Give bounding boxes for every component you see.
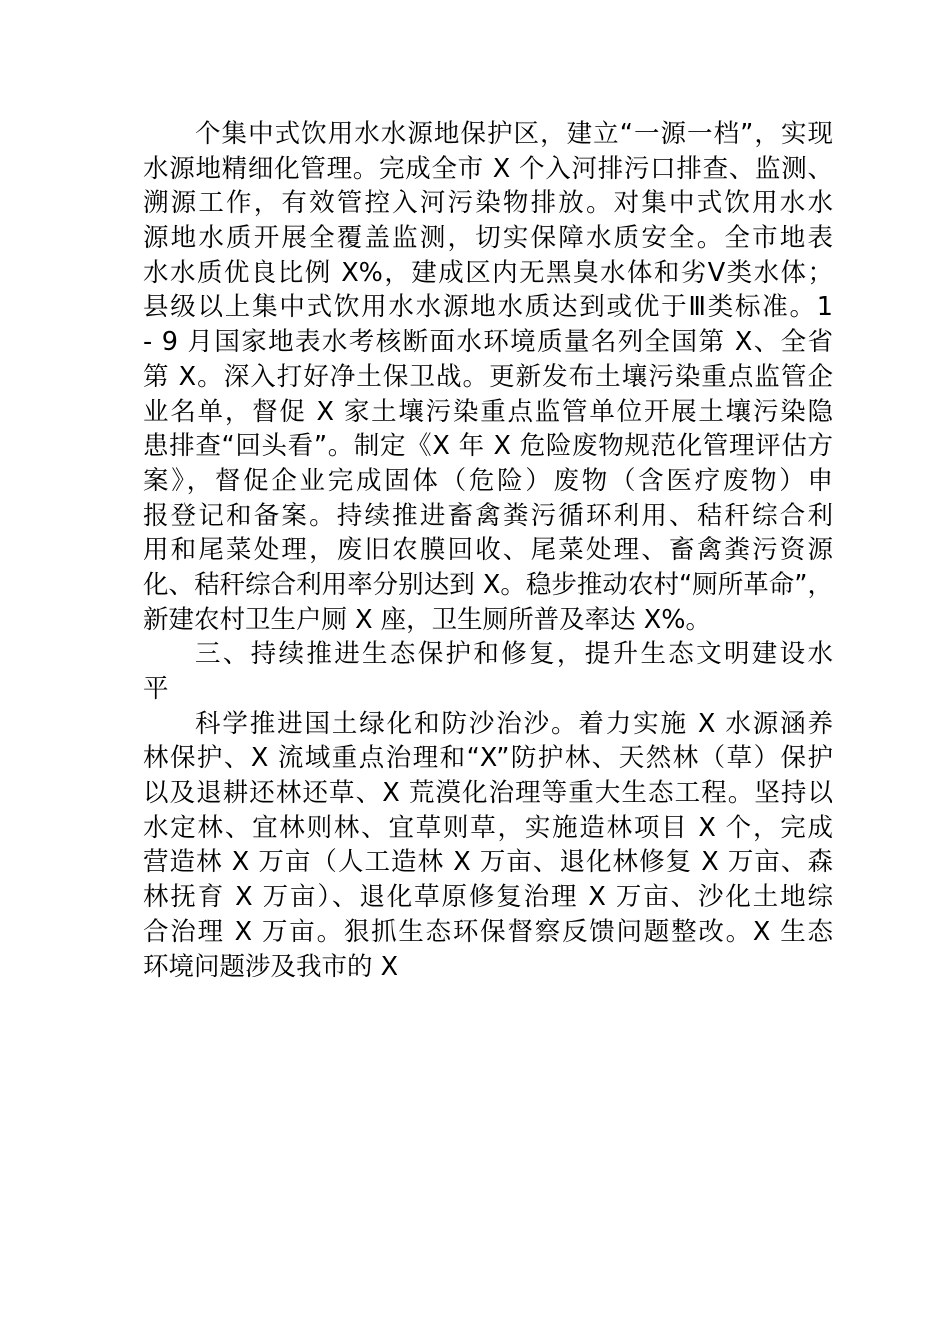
- paragraph-water-soil: [143, 117, 833, 637]
- text-line: 新建农村卫生户厕 X 座，卫生厕所普及率达 X%。: [143, 604, 711, 635]
- text-line: 水定林、宜林则林、宜草则草，实施造林项目 X 个，完成: [143, 812, 833, 843]
- text-line: 业名单，督促 X 家土壤污染重点监管单位开展土壤污染隐: [143, 396, 833, 427]
- text-line: 化、秸秆综合利用率分别达到 X。稳步推动农村“厕所革命”，: [143, 569, 833, 600]
- text-line: 环境问题涉及我市的 X: [143, 951, 399, 982]
- text-line: 溯源工作，有效管控入河污染物排放。对集中式饮用水水: [143, 188, 833, 219]
- text-line: 用和尾菜处理，废旧农膜回收、尾菜处理、畜禽粪污资源: [143, 535, 833, 566]
- text-line: 第 X。深入打好净土保卫战。更新发布土壤污染重点监管企: [143, 361, 833, 392]
- text-line: 源地水质开展全覆盖监测，切实保障水质安全。全市地表: [143, 223, 833, 254]
- text-line: 水水质优良比例 X%，建成区内无黑臭水体和劣Ⅴ类水体；: [143, 257, 833, 288]
- text-line: 合治理 X 万亩。狠抓生态环保督察反馈问题整改。X 生态: [143, 916, 833, 947]
- text-line: 水源地精细化管理。完成全市 X 个入河排污口排查、监测、: [143, 153, 833, 184]
- text-line: 营造林 X 万亩（人工造林 X 万亩、退化林修复 X 万亩、森: [143, 847, 833, 878]
- text-line: 科学推进国土绿化和防沙治沙。着力实施 X 水源涵养: [195, 708, 833, 739]
- text-line: 县级以上集中式饮用水水源地水质达到或优于Ⅲ类标准。1: [143, 292, 833, 323]
- text-line: 案》，督促企业完成固体（危险）废物（含医疗废物）申: [143, 465, 833, 496]
- heading-line: 三、持续推进生态保护和修复，提升生态文明建设水: [195, 639, 833, 670]
- section-heading-3: [143, 637, 833, 706]
- text-line: 个集中式饮用水水源地保护区，建立“一源一档”，实现: [195, 119, 833, 149]
- text-line: 以及退耕还林还草、X 荒漠化治理等重大生态工程。坚持以: [143, 778, 833, 809]
- text-line: 林保护、X 流域重点治理和“X”防护林、天然林（草）保护: [143, 743, 833, 774]
- text-line: 林抚育 X 万亩）、退化草原修复治理 X 万亩、沙化土地综: [143, 882, 833, 913]
- heading-line: 平: [143, 674, 169, 704]
- text-line: 患排查“回头看”。制定《X 年 X 危险废物规范化管理评估方: [143, 431, 833, 462]
- paragraph-ecology: [143, 707, 833, 985]
- text-line: - 9 月国家地表水考核断面水环境质量名列全国第 X、全省: [143, 327, 833, 358]
- body-text: [143, 117, 833, 984]
- text-line: 报登记和备案。持续推进畜禽粪污循环利用、秸秆综合利: [143, 500, 833, 531]
